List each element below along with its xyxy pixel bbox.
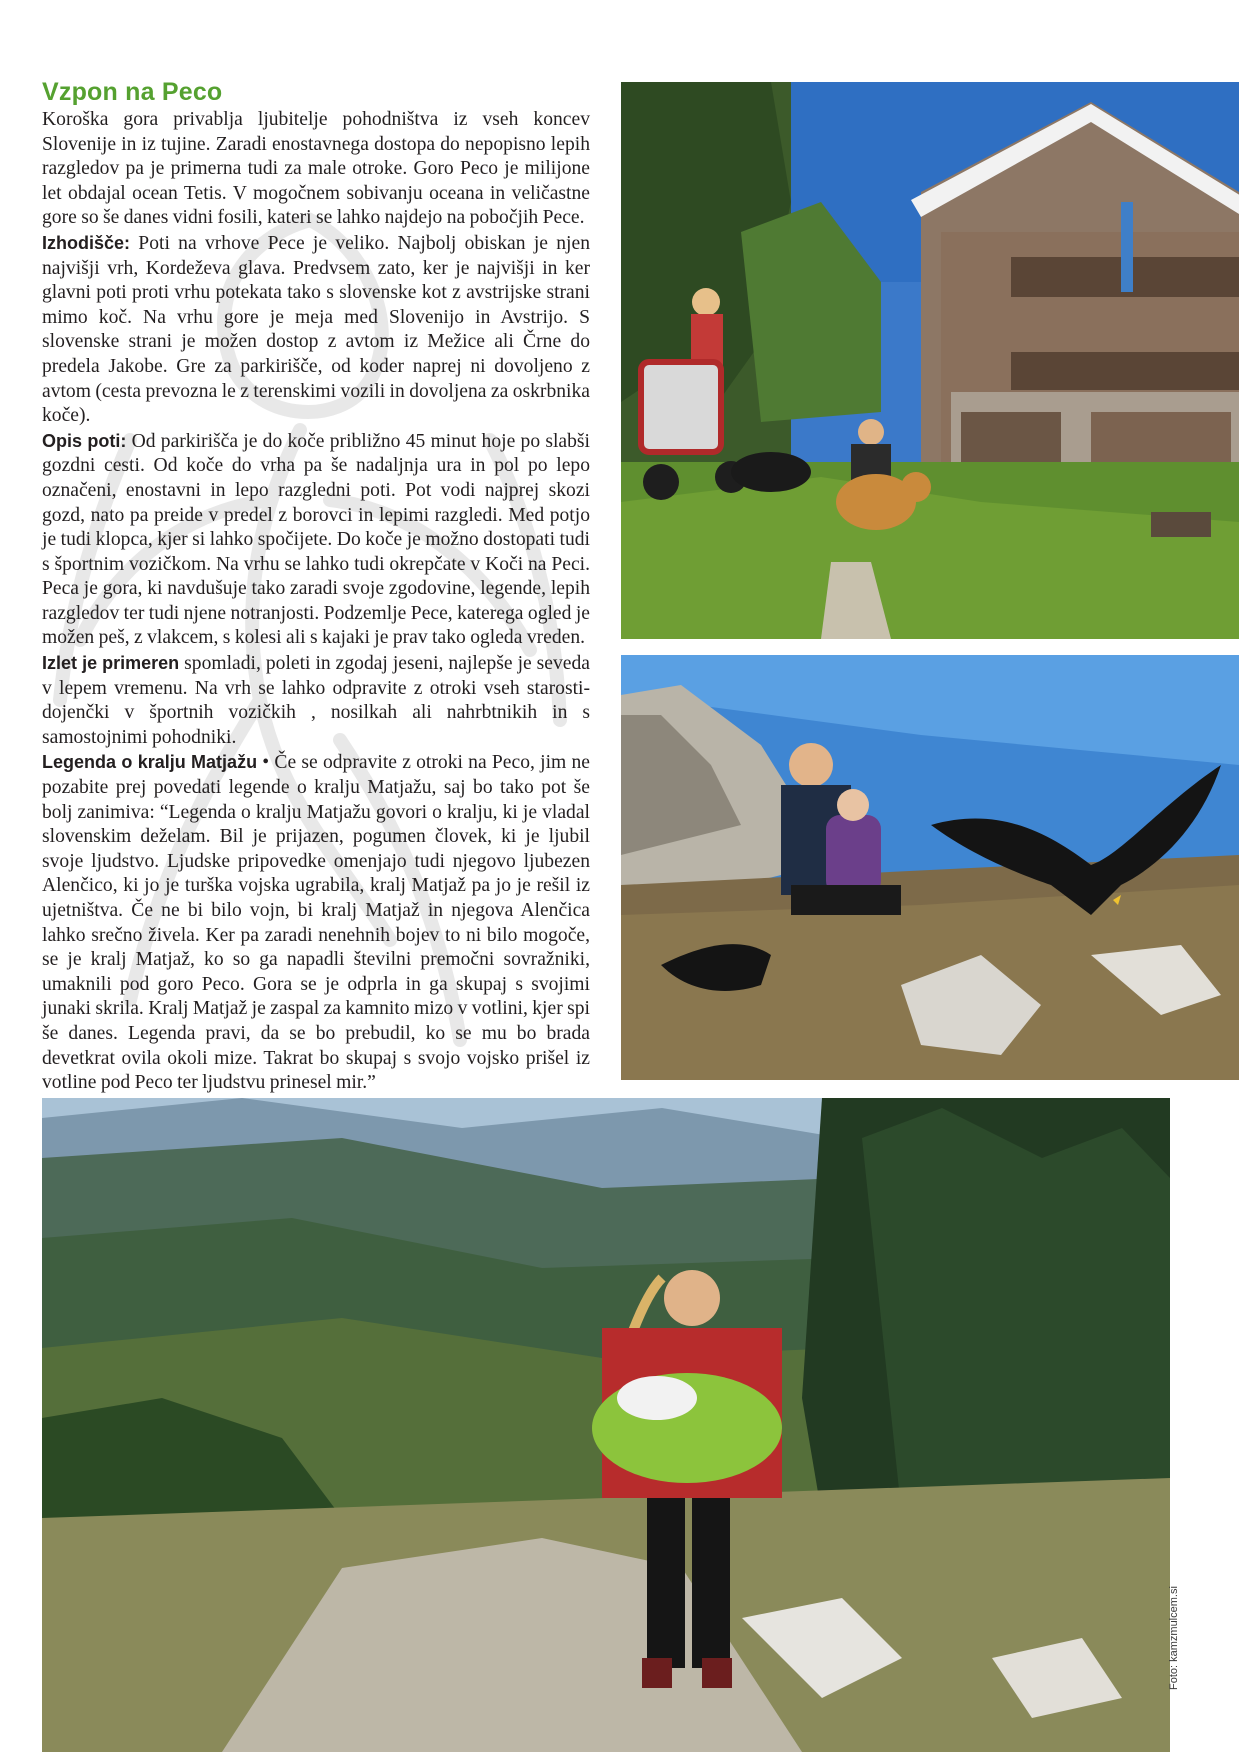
section-lead-legenda: Legenda o kralju Matjažu	[42, 752, 258, 773]
photo-credit: Foto: kamzmulcem.si	[1168, 1586, 1180, 1690]
article-body	[42, 108, 590, 1096]
section-lead-opis-poti: Opis poti:	[42, 430, 127, 451]
article	[42, 78, 590, 1096]
photo-alpine-choughs	[621, 655, 1239, 1080]
photo-hiker-with-baby	[42, 1098, 1170, 1752]
section-text-legenda: • Če se odpravite z otroki na Peco, jim ne pozabite prej povedati legende o kralju Matjažu, saj bo tako pot še bolj zanimiva: “Legenda o kralju Matjažu govori o kralju, ki je vladal slovenskim deželam. Bil je prijazen, pogumen človek, ki je ljubil svoje ljudstvo. Ljudske pripovedke omenjajo tudi njegovo ljubezen Alenčico, ki jo je turška vojska ugrabila, kralj Matjaž pa jo je rešil iz ujetništva. Če ne bi bilo vojn, bi kralj Matjaž in njegova Alenčica lahko srečno živela. Ker pa zaradi nenehnih bojev to ni bilo mogoče, se je kralj Matjaž, ko so ga napadli številni premočni sovražniki, umaknili pod goro Peco. Gora se je odprla in ga skupaj s svojimi junaki skrila. Kralj Matjaž je zaspal za kamnito mizo v votlini, kjer spi še danes. Legenda pravi, da se bo prebudil, ko se mu bo brada devetkrat ovila okoli mize. Takrat bo skupaj s svojo vojsko prišel iz votline pod Peco ter ljudstvu prinesel mir.”	[42, 752, 590, 1094]
article-title: Vzpon na Peco	[42, 78, 223, 106]
section-text-opis-poti: Od parkirišča je do koče približno 45 minut hoje po slabši gozdni cesti. Od koče do vrha pa še nadaljnja ura in pol po lepo označeni, enostavni in lepo razgledni poti. Pot vodi najprej skozi gozd, nato pa preide v predel z borovci in lepimi razgledi. Med potjo je tudi klopca, kjer si lahko spočijete. Do koče je možno dostopati tudi s športnim vozičkom. Na vrhu se lahko tudi okrepčate v Koči na Peci. Peca je gora, ki navdušuje tako zaradi svoje zgodovine, legende, lepih razgledov ter tudi njene notranjosti. Podzemlje Pece, katerega ogled je možen peš, z vlakcem, s kolesi ali s kajaki je prav tako ogleda vreden.	[42, 430, 590, 649]
section-lead-izhodisce: Izhodišče:	[42, 232, 131, 253]
section-text-izhodisce: Poti na vrhove Pece je veliko. Najbolj obiskan je njen najvišji vrh, Kordeževa glava. Predvsem zato, ker je najvišji in ker glavni poti proti vrhu potekata tako s slovenske kot z avstrijske strani mimo koč. Na vrhu gore je meja med Slovenijo in Avstrijo. S slovenske strani je možen dostop z avtom iz Mežice ali Črne do predela Jakobe. Gre za parkirišče, od koder naprej ni dovoljeno z avtom (cesta prevozna le z terenskimi vozili in dovoljena za oskrbnika koče).	[42, 232, 590, 427]
article-intro: Koroška gora privablja ljubitelje pohodništva iz vseh koncev Slovenije in iz tujine. Zaradi enostavnega dostopa do nepopisno lepih razgledov pa je primerna tudi za male otroke. Goro Peco je milijone let obdajal ocean Tetis. V mogočnem sobivanju oceana in veličastne gore so še danes vidni fosili, kateri se lahko najdejo na pobočjih Pece.	[42, 109, 590, 229]
photo-mountain-hut	[621, 82, 1239, 639]
section-text-izlet: spomladi, poleti in zgodaj jeseni, najlepše je seveda v lepem vremenu. Na vrh se lahko odpravite z otroki vseh starosti- dojenčki v športnih vozičkih , nosilkah ali nahrbtnikih in s samostojnimi pohodniki.	[42, 653, 590, 748]
section-lead-izlet: Izlet je primeren	[42, 653, 180, 674]
